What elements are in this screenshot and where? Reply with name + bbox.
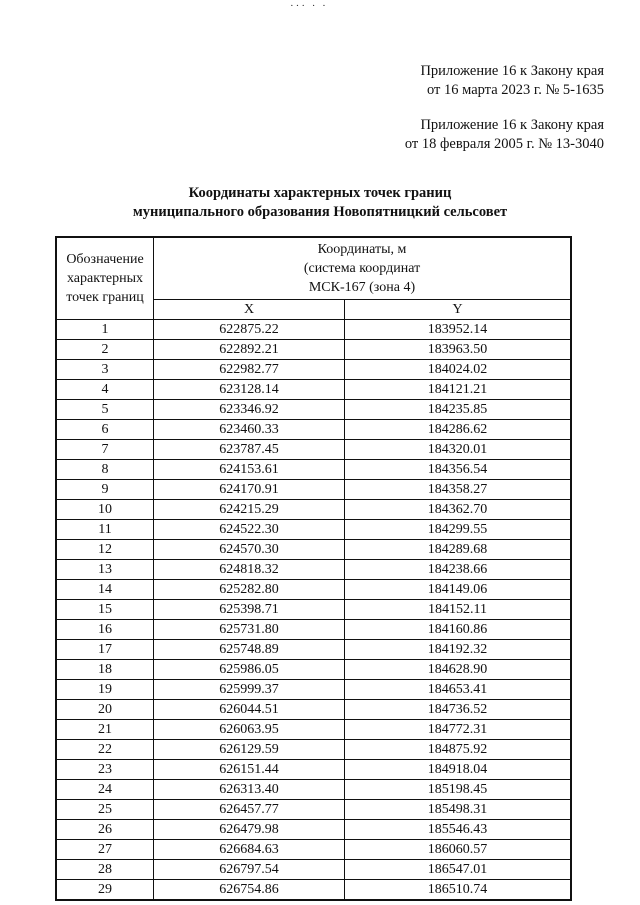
y-coordinate: 184918.04 [345,760,572,780]
table-row [56,680,571,700]
y-coordinate: 184628.90 [345,660,572,680]
table-row [56,560,571,580]
point-number: 5 [56,400,154,420]
x-coordinate: 625398.71 [154,600,345,620]
table-row [56,320,571,340]
point-number: 26 [56,820,154,840]
x-coordinate: 626479.98 [154,820,345,840]
table-row [56,640,571,660]
point-number: 8 [56,460,154,480]
x-coordinate: 626754.86 [154,880,345,901]
point-number: 6 [56,420,154,440]
y-coordinate: 184235.85 [345,400,572,420]
y-coordinate: 184772.31 [345,720,572,740]
table-row [56,860,571,880]
x-coordinate: 625986.05 [154,660,345,680]
y-coordinate: 184320.01 [345,440,572,460]
designation-header-line2: характерных [66,271,144,286]
x-column-header: X [154,300,345,320]
title-line2: муниципального образования Новопятницкий сельсовет [132,204,508,220]
y-coordinate: 184121.21 [345,380,572,400]
document-title [0,184,640,222]
x-coordinate: 625999.37 [154,680,345,700]
y-coordinate: 185498.31 [345,800,572,820]
x-coordinate: 624570.30 [154,540,345,560]
x-coordinate: 624522.30 [154,520,345,540]
table-row [56,760,571,780]
x-coordinate: 624215.29 [154,500,345,520]
y-coordinate: 186510.74 [345,880,572,901]
table-row [56,720,571,740]
point-number: 7 [56,440,154,460]
y-coordinate: 184289.68 [345,540,572,560]
x-coordinate: 626129.59 [154,740,345,760]
point-number: 1 [56,320,154,340]
coordinates-table-body [56,320,571,901]
x-coordinate: 626797.54 [154,860,345,880]
point-number: 12 [56,540,154,560]
table-row [56,420,571,440]
point-number: 13 [56,560,154,580]
x-coordinate: 624153.61 [154,460,345,480]
y-coordinate: 184286.62 [345,420,572,440]
y-coordinate: 184736.52 [345,700,572,720]
x-coordinate: 623346.92 [154,400,345,420]
y-coordinate: 183952.14 [345,320,572,340]
x-coordinate: 626151.44 [154,760,345,780]
table-row [56,400,571,420]
y-coordinate: 184149.06 [345,580,572,600]
point-number: 10 [56,500,154,520]
point-number: 25 [56,800,154,820]
point-number: 28 [56,860,154,880]
table-row [56,340,571,360]
y-coordinate: 184024.02 [345,360,572,380]
x-coordinate: 625731.80 [154,620,345,640]
point-number: 27 [56,840,154,860]
x-coordinate: 626044.51 [154,700,345,720]
y-coordinate: 184160.86 [345,620,572,640]
x-coordinate: 623787.45 [154,440,345,460]
point-number: 16 [56,620,154,640]
y-coordinate: 184192.32 [345,640,572,660]
x-coordinate: 626457.77 [154,800,345,820]
x-coordinate: 624818.32 [154,560,345,580]
table-row [56,820,571,840]
point-number: 15 [56,600,154,620]
table-row [56,440,571,460]
y-coordinate: 185198.45 [345,780,572,800]
y-coordinate: 184875.92 [345,740,572,760]
point-number: 23 [56,760,154,780]
y-coordinate: 184238.66 [345,560,572,580]
table-row [56,740,571,760]
y-coordinate: 184362.70 [345,500,572,520]
coordinates-header-line3: МСК-167 (зона 4) [308,280,416,295]
table-row [56,700,571,720]
x-coordinate: 624170.91 [154,480,345,500]
table-row [56,600,571,620]
table-row [56,520,571,540]
point-number: 18 [56,660,154,680]
x-coordinate: 622892.21 [154,340,345,360]
x-coordinate: 626313.40 [154,780,345,800]
table-row [56,580,571,600]
appendix-current-note [420,62,604,100]
table-row [56,780,571,800]
table-row [56,840,571,860]
y-coordinate: 184653.41 [345,680,572,700]
point-number: 2 [56,340,154,360]
x-coordinate: 625282.80 [154,580,345,600]
x-coordinate: 622875.22 [154,320,345,340]
point-number: 22 [56,740,154,760]
table-row [56,500,571,520]
appendix-original-line2: от 18 февраля 2005 г. № 13-3040 [404,136,604,152]
point-number: 20 [56,700,154,720]
point-number: 14 [56,580,154,600]
appendix-original-note [405,116,604,154]
title-line1: Координаты характерных точек границ [188,185,452,201]
y-coordinate: 183963.50 [345,340,572,360]
y-column-header: Y [345,300,572,320]
appendix-current-line1: Приложение 16 к Закону края [420,63,604,79]
y-coordinate: 184299.55 [345,520,572,540]
x-coordinate: 622982.77 [154,360,345,380]
point-number: 11 [56,520,154,540]
table-row [56,540,571,560]
coordinates-table [55,236,572,901]
designation-header [56,237,154,320]
table-row [56,880,571,901]
table-row [56,460,571,480]
point-number: 29 [56,880,154,901]
x-coordinate: 625748.89 [154,640,345,660]
table-row [56,800,571,820]
point-number: 24 [56,780,154,800]
point-number: 3 [56,360,154,380]
point-number: 9 [56,480,154,500]
y-coordinate: 186060.57 [345,840,572,860]
appendix-original-line1: Приложение 16 к Закону края [420,117,604,133]
appendix-current-line2: от 16 марта 2023 г. № 5-1635 [426,82,604,98]
x-coordinate: 623128.14 [154,380,345,400]
page-top-marks: ··· · · [290,0,328,12]
designation-header-line1: Обозначение [66,252,144,267]
point-number: 4 [56,380,154,400]
y-coordinate: 184152.11 [345,600,572,620]
x-coordinate: 626063.95 [154,720,345,740]
table-row [56,380,571,400]
point-number: 19 [56,680,154,700]
table-row [56,480,571,500]
table-row [56,620,571,640]
table-row [56,660,571,680]
point-number: 21 [56,720,154,740]
point-number: 17 [56,640,154,660]
x-coordinate: 623460.33 [154,420,345,440]
y-coordinate: 184358.27 [345,480,572,500]
coordinates-header-line2: (система координат [303,261,421,276]
x-coordinate: 626684.63 [154,840,345,860]
table-row [56,360,571,380]
y-coordinate: 184356.54 [345,460,572,480]
y-coordinate: 185546.43 [345,820,572,840]
designation-header-line3: точек границ [66,290,144,305]
coordinates-header-line1: Координаты, м [317,242,407,257]
coordinates-header [154,237,572,300]
y-coordinate: 186547.01 [345,860,572,880]
